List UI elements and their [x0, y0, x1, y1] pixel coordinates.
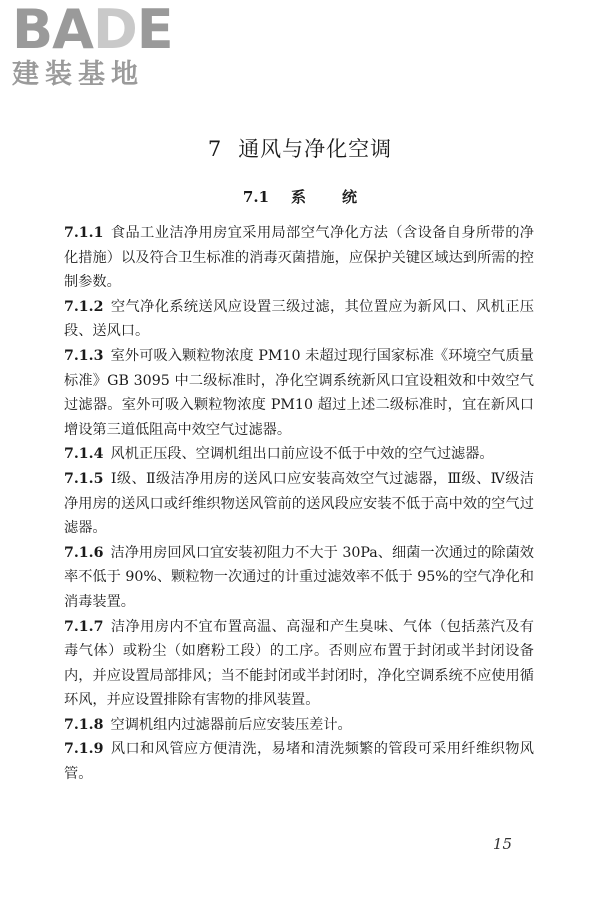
page-number: 15 [492, 835, 512, 853]
clause-number: 7.1.1 [64, 225, 104, 241]
chapter-number: 7 [207, 137, 223, 161]
clause-text: Ⅰ级、Ⅱ级洁净用房的送风口应安装高效空气过滤器，Ⅲ级、Ⅳ级洁净用房的送风口或纤维织物送风管前的送风段应安装不低于高中效的空气过滤器。 [64, 470, 534, 537]
clause-7-1-2 [64, 295, 534, 344]
clause-text: 风机正压段、空调机组出口前应设不低于中效的空气过滤器。 [110, 446, 494, 463]
clause-number: 7.1.9 [64, 741, 104, 758]
logo-wordmark: BADE [12, 0, 173, 61]
clause-text: 室外可吸入颗粒物浓度 PM10 未超过现行国家标准《环境空气质量标准》GB 3095 中二级标准时，净化空调系统新风口宜设粗效和中效空气过滤器。室外可吸入颗粒物浓度 PM10 超过上述二级标准时，宜在新风口增设第三道低阻高中效空气过滤器。 [64, 347, 534, 438]
clause-number: 7.1.5 [64, 470, 104, 487]
bade-logo [12, 2, 182, 90]
clause-list [64, 221, 534, 787]
section-heading [0, 186, 600, 207]
clause-text: 风口和风管应方便清洗，易堵和清洗频繁的管段可采用纤维织物风管。 [64, 741, 534, 783]
section-title-part2: 统 [342, 188, 358, 206]
clause-7-1-9 [64, 737, 534, 786]
clause-7-1-4 [64, 442, 534, 467]
clause-text: 空调机组内过滤器前后应安装压差计。 [110, 716, 352, 733]
clause-number: 7.1.7 [64, 618, 104, 635]
clause-text: 洁净用房内不宜布置高温、高湿和产生臭味、气体（包括蒸汽及有毒气体）或粉尘（如磨粉工段）的工序。否则应布置于封闭或半封闭设备内，并应设置局部排风；当不能封闭或半封闭时，净化空调系统不应使用循环风，并应设置排除有害物的排风装置。 [64, 618, 534, 709]
chapter-title: 通风与净化空调 [238, 137, 393, 161]
clause-7-1-3 [64, 344, 534, 442]
clause-number: 7.1.4 [64, 446, 104, 463]
chapter-heading [0, 133, 600, 163]
logo-subtitle: 建装基地 [12, 59, 144, 90]
clause-number: 7.1.3 [64, 347, 104, 364]
section-title-part1: 系 [291, 188, 307, 206]
clause-number: 7.1.6 [64, 544, 104, 561]
section-number: 7.1 [242, 188, 270, 206]
clause-7-1-7 [64, 615, 534, 713]
clause-text: 空气净化系统送风应设置三级过滤，其位置应为新风口、风机正压段、送风口。 [64, 298, 534, 340]
clause-7-1-5 [64, 467, 534, 541]
clause-text: 食品工业洁净用房宜采用局部空气净化方法（含设备自身所带的净化措施）以及符合卫生标准的消毒灭菌措施，应保护关键区域达到所需的控制参数。 [64, 225, 534, 291]
clause-7-1-6 [64, 541, 534, 615]
clause-text: 洁净用房回风口宜安装初阻力不大于 30Pa、细菌一次通过的除菌效率不低于 90%、颗粒物一次通过的计重过滤效率不低于 95%的空气净化和消毒装置。 [64, 544, 534, 610]
clause-number: 7.1.8 [64, 716, 104, 733]
clause-7-1-8 [64, 713, 534, 738]
clause-7-1-1 [64, 221, 534, 295]
clause-number: 7.1.2 [64, 298, 104, 315]
